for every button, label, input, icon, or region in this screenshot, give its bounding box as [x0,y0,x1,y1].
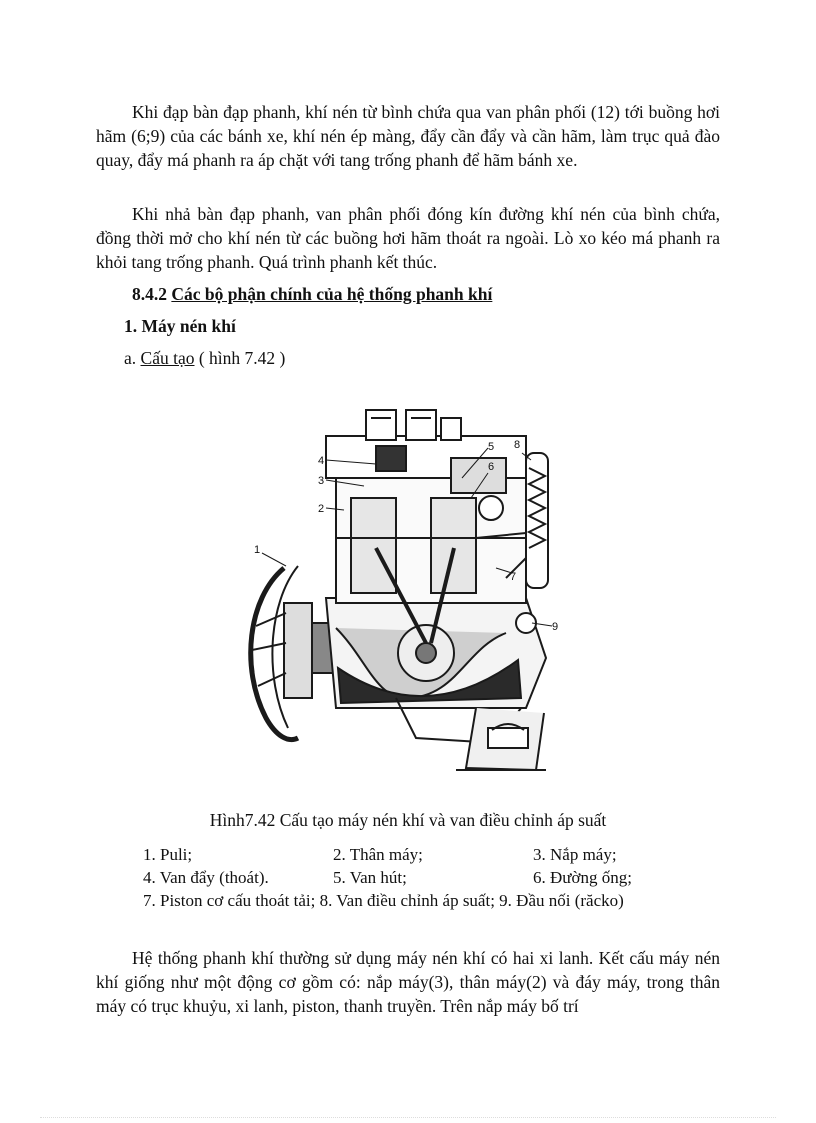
legend-item: 3. Nắp máy; [533,845,617,864]
compressor-diagram [226,398,576,778]
legend-item: 6. Đường ống; [533,868,632,887]
legend-item: 2. Thân máy; [333,845,423,864]
item-a-line [124,346,285,370]
callout-7: 7 [510,571,517,583]
callout-4: 4 [318,455,325,467]
legend-item: 7. Piston cơ cấu thoát tải; 8. Van điều chỉnh áp suất; 9. Đầu nối (răcko) [143,891,624,910]
paragraph-compressor-structure [96,946,720,1018]
legend-item: 5. Van hút; [333,868,407,887]
callout-3: 3 [318,475,325,487]
paragraph-text: Hệ thống phanh khí thường sử dụng máy nén khí có hai xi lanh. Kết cấu máy nén khí giống như một động cơ gồm có: nắp máy(3), thân máy(2) và đáy máy, trong thân máy có trục khuỷu, xi lanh, piston, thanh truyền. Trên nắp máy bố trí [96,948,720,1016]
callout-5: 5 [488,441,495,453]
legend-item: 1. Puli; [143,845,193,864]
item-a-label: Cấu tạo [140,348,195,368]
pulley-illustration [251,566,334,740]
callout-9: 9 [552,621,559,633]
callout-1: 1 [254,544,261,556]
legend-item: 4. Van đẩy (thoát). [143,868,269,887]
paragraph-braking-applied [96,100,720,172]
item-a-prefix: a. [124,348,137,368]
paragraph-text: Khi nhả bàn đạp phanh, van phân phối đóng kín đường khí nén của bình chứa, đồng thời mở cho khí nén từ các buồng hơi hãm thoát ra ngoài. Lò xo kéo má phanh ra khỏi tang trống phanh. Quá trình phanh kết thúc. [96,204,720,272]
figure-caption: Hình7.42 Cấu tạo máy nén khí và van điều chỉnh áp suất [209,810,607,830]
subsection-title: 1. Máy nén khí [124,316,236,336]
section-number: 8.4.2 [132,284,167,304]
paragraph-braking-released [96,202,720,274]
callout-2: 2 [318,503,325,515]
item-a-ref: ( hình 7.42 ) [198,348,286,368]
page-bottom-rule [40,1117,776,1118]
section-title: Các bộ phận chính của hệ thống phanh khí [171,284,493,304]
section-heading [132,282,492,306]
subsection-heading [124,314,236,338]
callout-6: 6 [488,461,495,473]
paragraph-text: Khi đạp bàn đạp phanh, khí nén từ bình chứa qua van phân phối (12) tới buồng hơi hãm (6;9) của các bánh xe, khí nén ép màng, đẩy cần đẩy và cần hãm, làm trục quả đào quay, đẩy má phanh ra áp chặt với tang trống phanh để hãm bánh xe. [96,102,720,170]
callout-8: 8 [514,439,521,451]
